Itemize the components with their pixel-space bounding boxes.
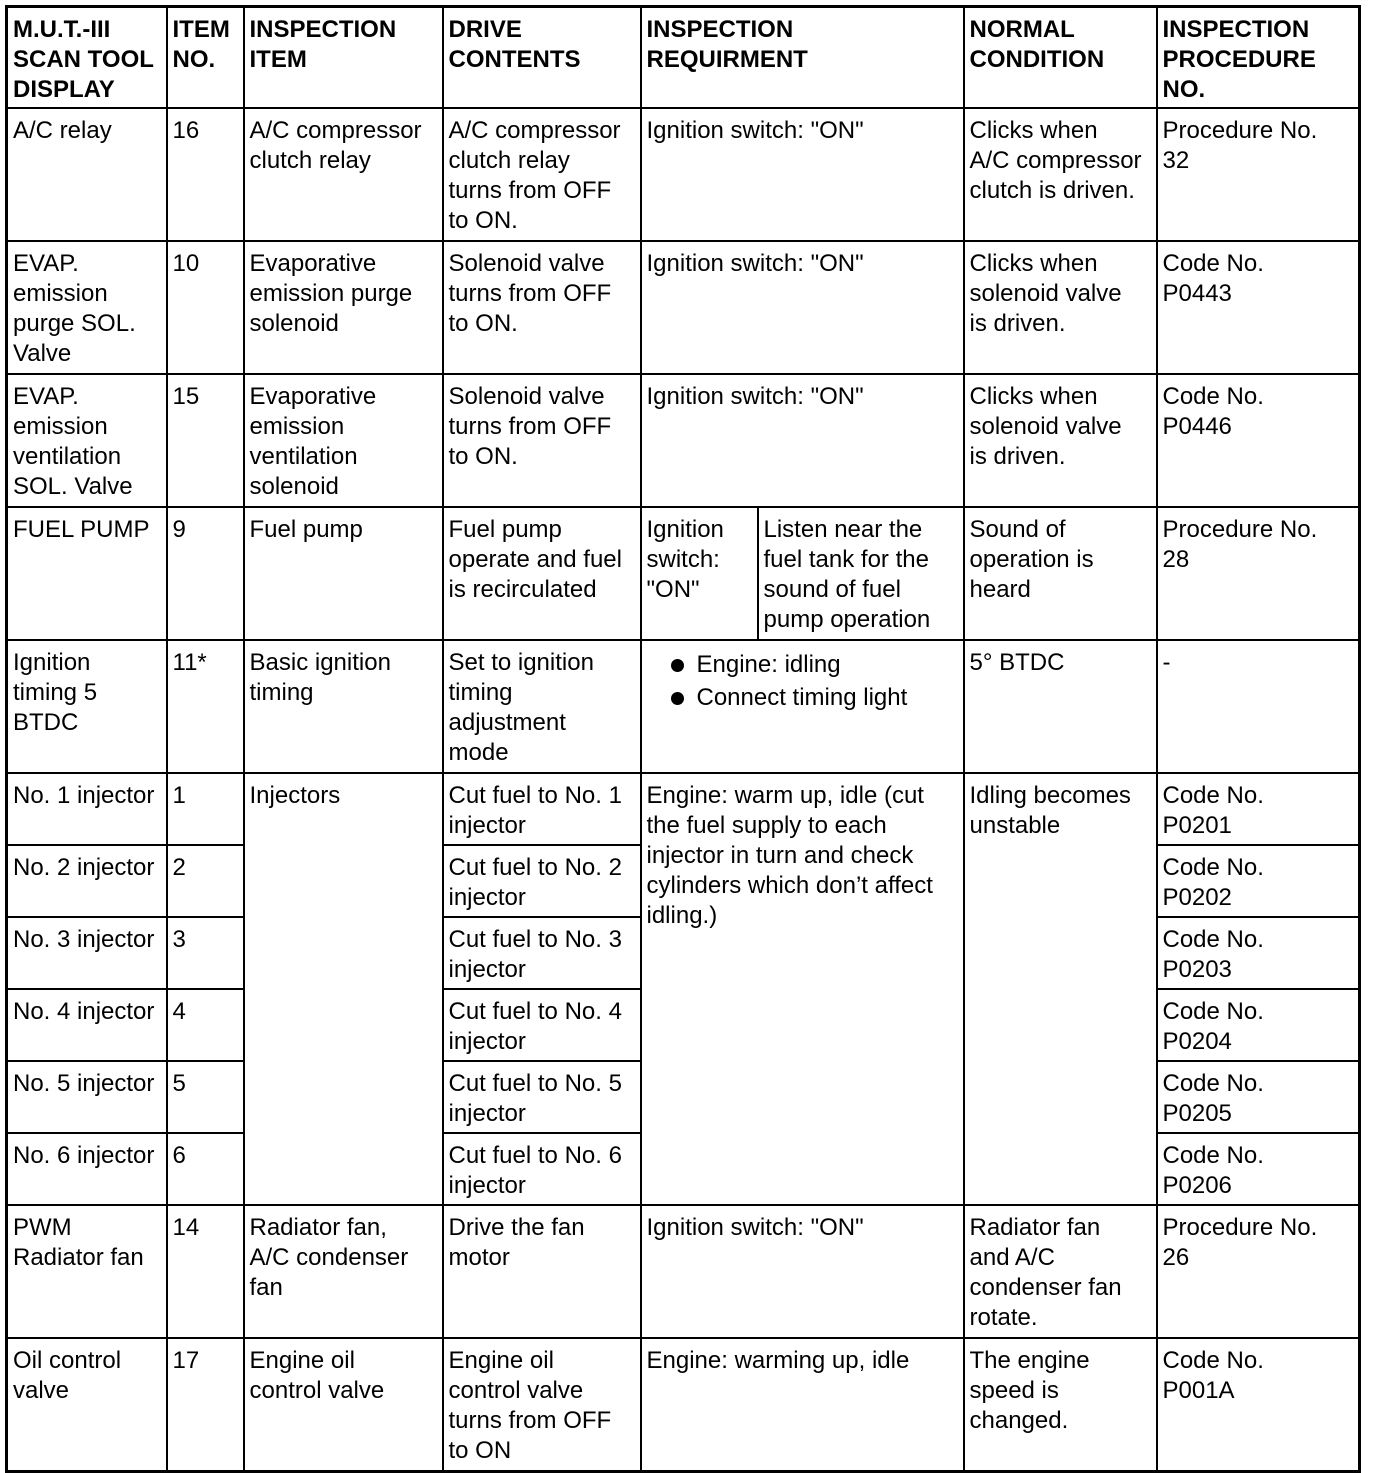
header-procedure-no: INSPECTION PROCEDURE NO. [1157,7,1360,109]
cell-item-no: 2 [167,845,244,917]
cell-normal-condition: Clicks when solenoid valve is driven. [964,241,1157,374]
header-row [7,7,1360,109]
bullet-text: Connect timing light [696,684,908,711]
bullet-dot-icon [671,659,684,672]
cell-inspection-requirement: Ignition switch: "ON" [641,1205,964,1338]
cell-drive-contents: Cut fuel to No. 1 injector [443,773,641,845]
bullet-text: Engine: idling [696,651,841,678]
cell-item-no: 6 [167,1133,244,1205]
cell-item-no: 9 [167,507,244,640]
cell-display: EVAP. emission ventilation SOL. Valve [7,374,167,507]
header-normal-condition: NORMAL CONDITION [964,7,1157,109]
cell-inspection-requirement: Ignition switch: "ON" [641,241,964,374]
cell-display: No. 4 injector [7,989,167,1061]
cell-display: No. 1 injector [7,773,167,845]
bullet-item [647,681,959,714]
table-row-evap-ventilation [7,374,1360,507]
cell-inspection-requirement: Ignition switch: "ON" [641,374,964,507]
table-row-oil-control-valve [7,1338,1360,1471]
cell-drive-contents: Set to ignition timing adjustment mode [443,640,641,773]
cell-procedure-no: Code No. P001A [1157,1338,1360,1471]
cell-inspection-item-injectors: Injectors [244,773,443,1205]
table-row-radiator-fan [7,1205,1360,1338]
cell-inspection-requirement-switch: Ignition switch: "ON" [641,507,758,640]
cell-drive-contents: Cut fuel to No. 5 injector [443,1061,641,1133]
cell-drive-contents: Cut fuel to No. 4 injector [443,989,641,1061]
cell-inspection-item: Evaporative emission purge solenoid [244,241,443,374]
cell-procedure-no: Procedure No. 26 [1157,1205,1360,1338]
cell-inspection-requirement [641,640,964,773]
cell-display: No. 2 injector [7,845,167,917]
cell-inspection-requirement-listen: Listen near the fuel tank for the sound of fuel pump operation [758,507,964,640]
cell-inspection-item: Basic ignition timing [244,640,443,773]
cell-procedure-no: Code No. P0446 [1157,374,1360,507]
cell-item-no: 15 [167,374,244,507]
header-item-no: ITEM NO. [167,7,244,109]
header-drive-contents: DRIVE CONTENTS [443,7,641,109]
bullet-dot-icon [671,692,684,705]
cell-display: A/C relay [7,108,167,241]
cell-procedure-no: Code No. P0201 [1157,773,1360,845]
cell-procedure-no: - [1157,640,1360,773]
cell-procedure-no: Procedure No. 28 [1157,507,1360,640]
cell-display: FUEL PUMP [7,507,167,640]
cell-display: No. 3 injector [7,917,167,989]
cell-drive-contents: A/C compressor clutch relay turns from OFF to ON. [443,108,641,241]
cell-normal-condition: Clicks when A/C compressor clutch is driven. [964,108,1157,241]
cell-normal-condition-injectors: Idling becomes unstable [964,773,1157,1205]
cell-item-no: 10 [167,241,244,374]
actuator-test-table [5,5,1361,1473]
cell-drive-contents: Fuel pump operate and fuel is recirculated [443,507,641,640]
cell-display: PWM Radiator fan [7,1205,167,1338]
header-scan-tool-display: M.U.T.-III SCAN TOOL DISPLAY [7,7,167,109]
requirement-bullet-list [647,648,959,714]
cell-drive-contents: Cut fuel to No. 3 injector [443,917,641,989]
cell-drive-contents: Cut fuel to No. 2 injector [443,845,641,917]
cell-drive-contents: Cut fuel to No. 6 injector [443,1133,641,1205]
cell-inspection-requirement: Engine: warming up, idle [641,1338,964,1471]
cell-item-no: 11* [167,640,244,773]
cell-normal-condition: Clicks when solenoid valve is driven. [964,374,1157,507]
table-row-ignition-timing [7,640,1360,773]
cell-item-no: 1 [167,773,244,845]
table-row-fuel-pump [7,507,1360,640]
cell-drive-contents: Drive the fan motor [443,1205,641,1338]
cell-item-no: 17 [167,1338,244,1471]
cell-inspection-requirement: Ignition switch: "ON" [641,108,964,241]
cell-procedure-no: Code No. P0203 [1157,917,1360,989]
header-inspection-requirement: INSPECTION REQUIRMENT [641,7,964,109]
cell-procedure-no: Code No. P0206 [1157,1133,1360,1205]
cell-inspection-requirement-injectors: Engine: warm up, idle (cut the fuel supply to each injector in turn and check cylinders which don’t affect idling.) [641,773,964,1205]
table-row-injector-1 [7,773,1360,845]
cell-display: Ignition timing 5 BTDC [7,640,167,773]
cell-inspection-item: Evaporative emission ventilation solenoid [244,374,443,507]
bullet-item [647,648,959,681]
cell-item-no: 16 [167,108,244,241]
cell-display: EVAP. emission purge SOL. Valve [7,241,167,374]
cell-drive-contents: Solenoid valve turns from OFF to ON. [443,241,641,374]
cell-drive-contents: Solenoid valve turns from OFF to ON. [443,374,641,507]
table-row-evap-purge [7,241,1360,374]
cell-inspection-item: Radiator fan, A/C condenser fan [244,1205,443,1338]
table-row-ac-relay [7,108,1360,241]
cell-inspection-item: Engine oil control valve [244,1338,443,1471]
cell-display: Oil control valve [7,1338,167,1471]
cell-drive-contents: Engine oil control valve turns from OFF to ON [443,1338,641,1471]
cell-normal-condition: 5° BTDC [964,640,1157,773]
cell-normal-condition: Sound of operation is heard [964,507,1157,640]
cell-procedure-no: Code No. P0204 [1157,989,1360,1061]
cell-display: No. 5 injector [7,1061,167,1133]
cell-normal-condition: The engine speed is changed. [964,1338,1157,1471]
cell-normal-condition: Radiator fan and A/C condenser fan rotate. [964,1205,1157,1338]
cell-procedure-no: Procedure No. 32 [1157,108,1360,241]
cell-item-no: 14 [167,1205,244,1338]
cell-procedure-no: Code No. P0202 [1157,845,1360,917]
cell-item-no: 3 [167,917,244,989]
cell-procedure-no: Code No. P0205 [1157,1061,1360,1133]
cell-item-no: 5 [167,1061,244,1133]
cell-item-no: 4 [167,989,244,1061]
cell-inspection-item: Fuel pump [244,507,443,640]
cell-display: No. 6 injector [7,1133,167,1205]
cell-inspection-item: A/C compressor clutch relay [244,108,443,241]
header-inspection-item: INSPECTION ITEM [244,7,443,109]
cell-procedure-no: Code No. P0443 [1157,241,1360,374]
